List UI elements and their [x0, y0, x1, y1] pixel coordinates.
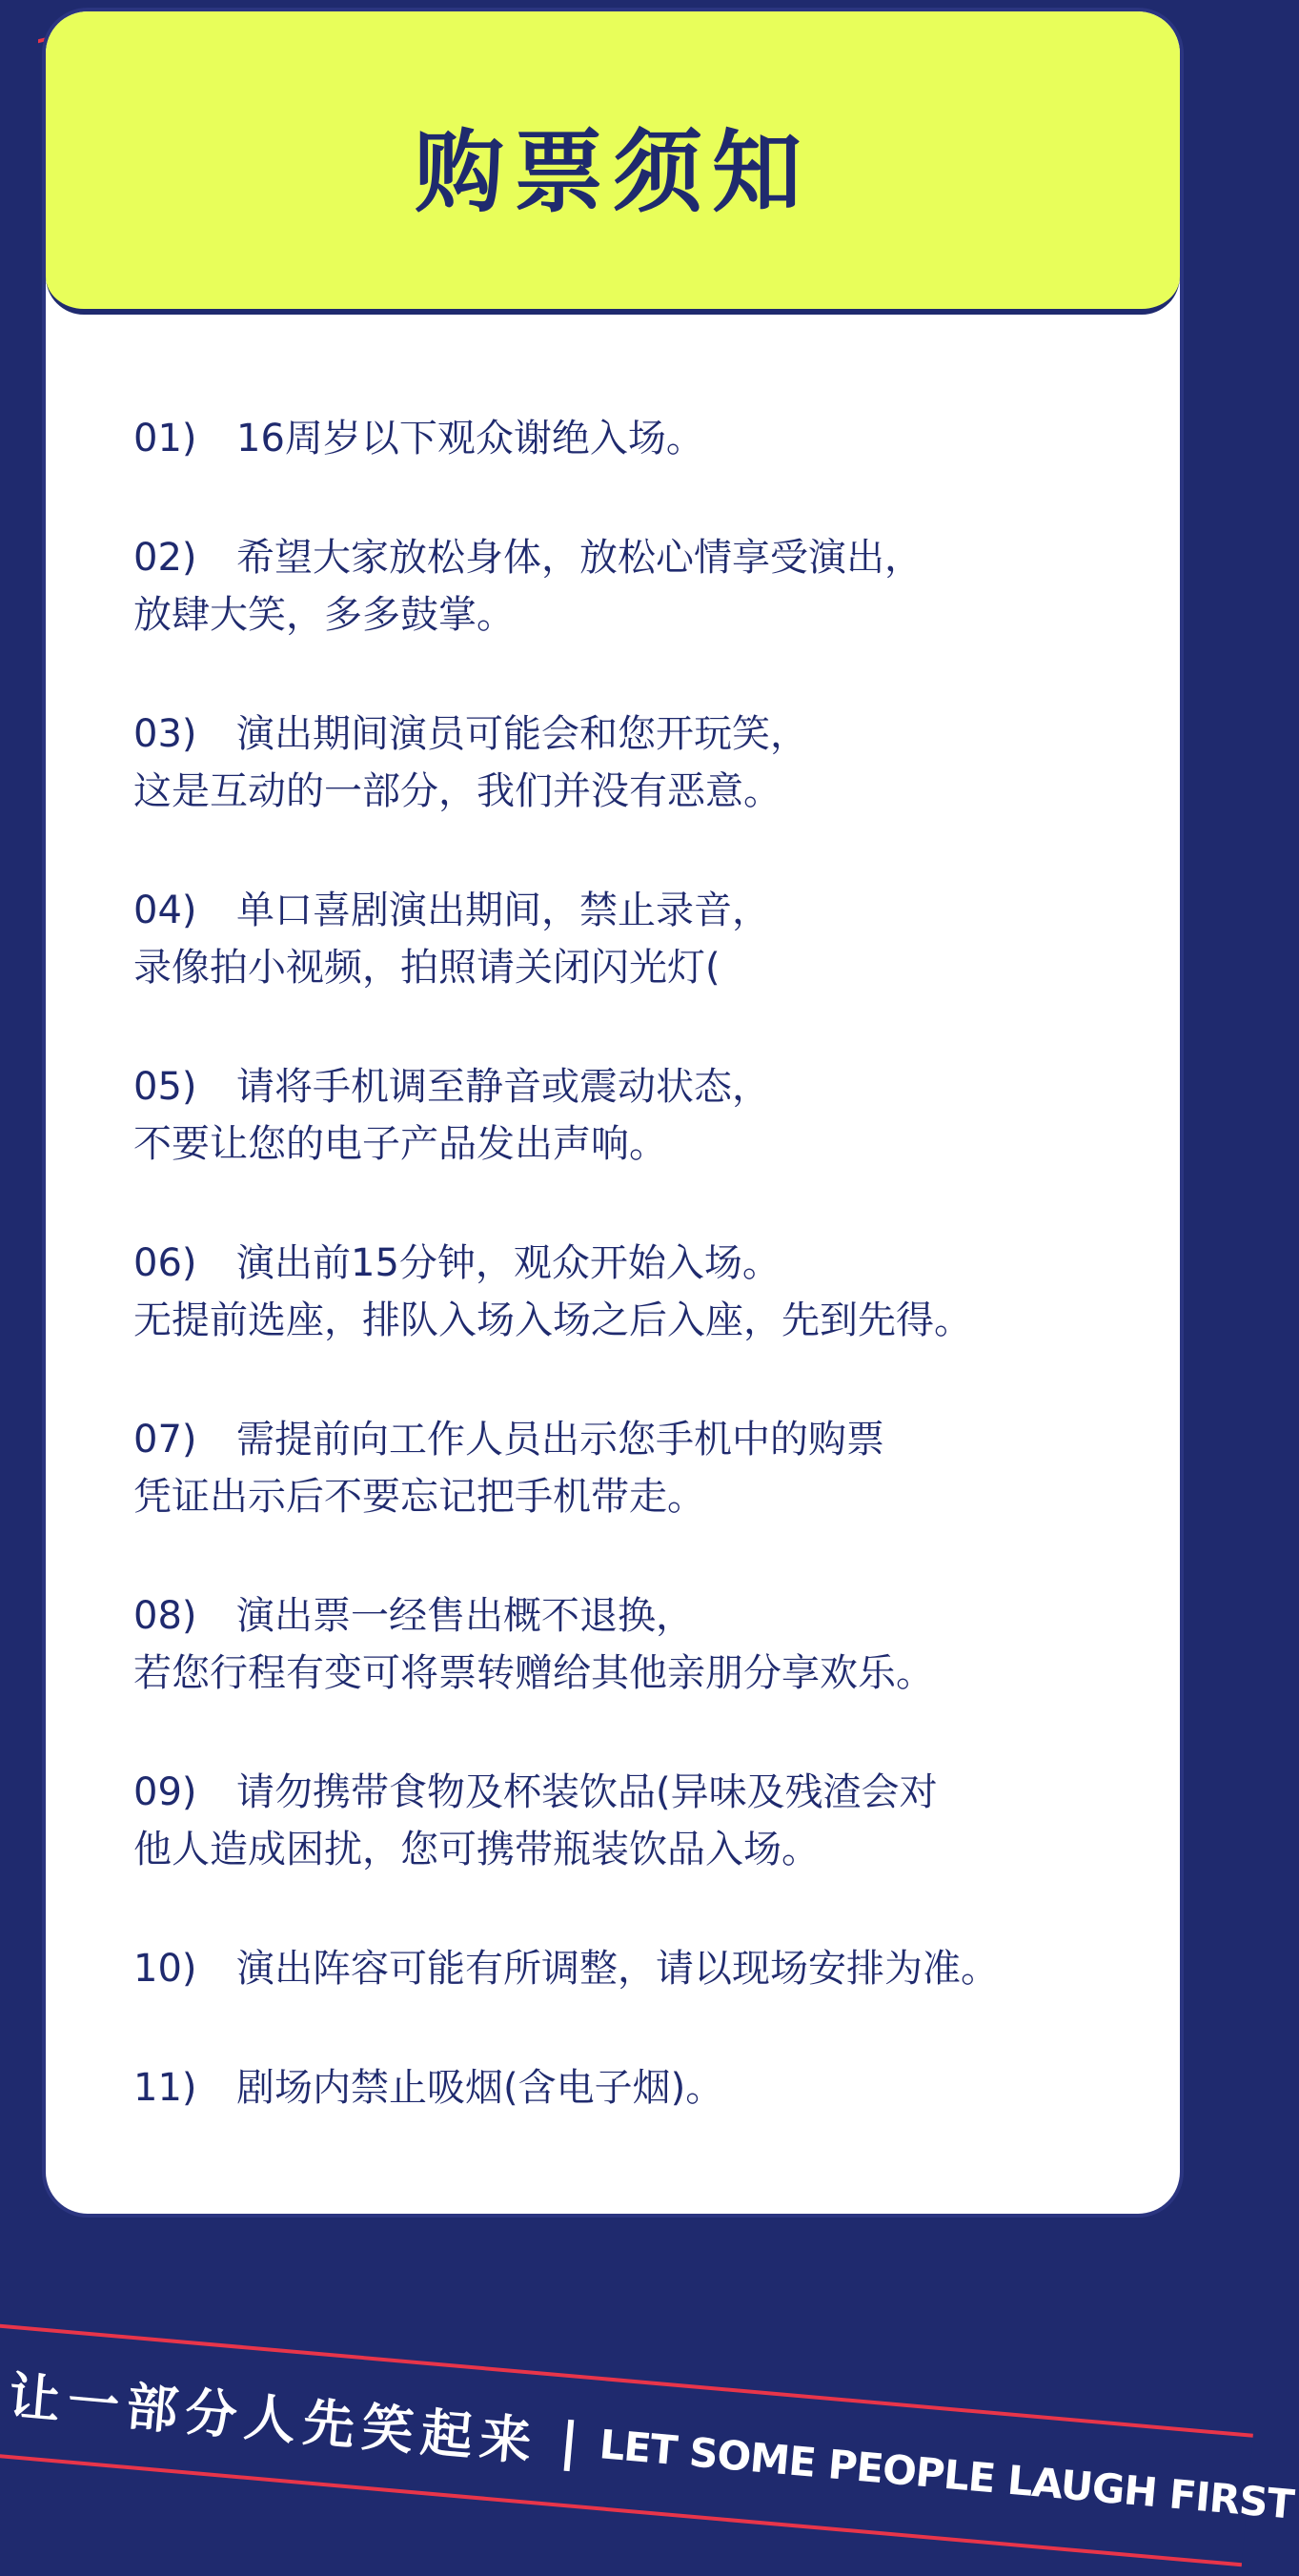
notice-text: 演出票一经售出概不退换，	[236, 1594, 694, 1638]
notice-line	[133, 1115, 1163, 1173]
page-title: 购票须知	[414, 120, 811, 225]
notice-text: 放肆大笑，多多鼓掌。	[133, 593, 515, 637]
notice-item	[133, 1940, 1163, 1997]
notice-line	[133, 586, 1163, 644]
notice-item	[133, 705, 1163, 820]
notice-line	[133, 939, 1163, 996]
notice-item	[133, 1587, 1163, 1702]
notice-text: 凭证出示后不要忘记把手机带走。	[133, 1475, 705, 1519]
notice-text: 他人造成困扰，您可携带瓶装饮品入场。	[133, 1828, 820, 1871]
notice-line	[133, 705, 1163, 763]
notice-line	[133, 1645, 1163, 1702]
notice-number: 03)	[133, 712, 197, 756]
slogan-chinese: 让一部分人先笑起来	[6, 2365, 542, 2472]
notice-text: 希望大家放松身体，放松心情享受演出，	[236, 536, 923, 580]
card-header	[46, 11, 1180, 315]
notice-line	[133, 529, 1163, 586]
notice-item	[133, 1235, 1163, 1349]
notice-number: 07)	[133, 1418, 197, 1462]
notice-text: 16周岁以下观众谢绝入场。	[236, 417, 704, 460]
notice-item	[133, 1058, 1163, 1173]
notice-text: 录像拍小视频，拍照请关闭闪光灯(	[133, 946, 721, 990]
notice-number: 02)	[133, 536, 197, 580]
notice-text: 请将手机调至静音或震动状态，	[236, 1065, 770, 1109]
notice-number: 10)	[133, 1947, 197, 1991]
notice-number: 08)	[133, 1594, 197, 1638]
notice-number: 11)	[133, 2066, 197, 2110]
notice-text: 无提前选座，排队入场入场之后入座，先到先得。	[133, 1298, 972, 1342]
notice-item	[133, 410, 1163, 467]
notice-number: 06)	[133, 1241, 197, 1285]
notice-text: 演出期间演员可能会和您开玩笑，	[236, 712, 808, 756]
notice-text: 单口喜剧演出期间，禁止录音，	[236, 889, 770, 932]
slogan-banner	[0, 2322, 1296, 2566]
notice-line	[133, 410, 1163, 467]
notice-number: 04)	[133, 889, 197, 932]
notice-line	[133, 1411, 1163, 1468]
notice-number: 09)	[133, 1770, 197, 1814]
notice-line	[133, 1468, 1163, 1525]
notice-number: 01)	[133, 417, 197, 460]
notice-line	[133, 1587, 1163, 1645]
notice-text: 不要让您的电子产品发出声响。	[133, 1122, 667, 1166]
notice-line	[133, 763, 1163, 820]
notice-list	[133, 410, 1163, 2178]
notice-text: 这是互动的一部分，我们并没有恶意。	[133, 769, 781, 813]
notice-text: 请勿携带食物及杯装饮品(异味及残渣会对	[236, 1770, 938, 1814]
notice-item	[133, 1764, 1163, 1878]
notice-line	[133, 1821, 1163, 1878]
notice-text: 剧场内禁止吸烟(含电子烟)。	[236, 2066, 724, 2110]
slogan-separator: |	[557, 2410, 581, 2472]
notice-line	[133, 1058, 1163, 1115]
notice-line	[133, 1292, 1163, 1349]
notice-text: 演出前15分钟，观众开始入场。	[236, 1241, 781, 1285]
notice-line	[133, 1764, 1163, 1821]
notice-line	[133, 1940, 1163, 1997]
notice-item	[133, 882, 1163, 996]
notice-line	[133, 882, 1163, 939]
notice-text: 演出阵容可能有所调整，请以现场安排为准。	[236, 1947, 999, 1991]
notice-line	[133, 2059, 1163, 2116]
notice-line	[133, 1235, 1163, 1292]
notice-item	[133, 529, 1163, 644]
notice-item	[133, 2059, 1163, 2116]
notice-text: 需提前向工作人员出示您手机中的购票	[236, 1418, 884, 1462]
notice-text: 若您行程有变可将票转赠给其他亲朋分享欢乐。	[133, 1651, 934, 1695]
notice-number: 05)	[133, 1065, 197, 1109]
notice-item	[133, 1411, 1163, 1525]
slogan-english: LET SOME PEOPLE LAUGH FIRST	[597, 2420, 1296, 2528]
